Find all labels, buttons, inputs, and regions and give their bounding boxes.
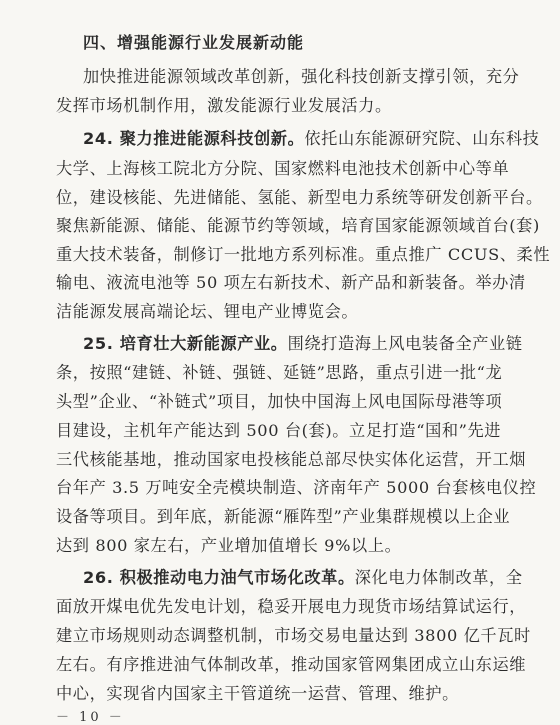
paragraph-24-first-line	[83, 129, 539, 149]
item-26-text: 深化电力体制改革，全	[354, 568, 523, 587]
paragraph-line: 中心，实现省内国家主干管道统一运营、管理、维护。	[56, 684, 459, 703]
paragraph-line: 大学、上海核工院北方分院、国家燃料电池技术创新中心等单	[56, 159, 510, 178]
paragraph-line: 重大技术装备，制修订一批地方系列标准。重点推广 CCUS、柔性	[56, 245, 551, 264]
paragraph-line: 洁能源发展高端论坛、锂电产业博览会。	[56, 302, 359, 321]
paragraph-line: 条，按照“建链、补链、强链、延链”思路，重点引进一批“龙	[56, 363, 503, 382]
paragraph-line: 加快推进能源领域改革创新，强化科技创新支撑引领，充分	[83, 67, 520, 86]
paragraph-line: 头型”企业、“补链式”项目，加快中国海上风电国际母港等项	[56, 392, 503, 411]
page-number: － 10 －	[56, 710, 125, 725]
paragraph-line: 位，建设核能、先进储能、氢能、新型电力系统等研发创新平台。	[56, 188, 543, 207]
paragraph-line: 目建设，主机年产能达到 500 台(套)。立足打造“国和”先进	[56, 421, 502, 440]
item-25-text: 围绕打造海上风电装备全产业链	[287, 334, 523, 353]
paragraph-line: 面放开煤电优先发电计划，稳妥开展电力现货市场结算试运行，	[56, 597, 527, 616]
paragraph-line: 台年产 3.5 万吨安全壳模块制造、济南年产 5000 台套核电仪控	[56, 478, 537, 497]
paragraph-26-first-line	[83, 568, 523, 588]
item-26-title: 26. 积极推动电力油气市场化改革。	[83, 568, 355, 587]
paragraph-25-first-line	[83, 334, 523, 354]
paragraph-line: 输电、液流电池等 50 项左右新技术、新产品和新装备。举办清	[56, 273, 526, 292]
paragraph-line: 达到 800 家左右，产业增加值增长 9%以上。	[56, 536, 402, 555]
paragraph-line: 聚焦新能源、储能、能源节约等领域，培育国家能源领域首台(套)	[56, 216, 540, 235]
item-25-title: 25. 培育壮大新能源产业。	[83, 334, 288, 353]
paragraph-line: 三代核能基地，推动国家电投核能总部尽快实体化运营，开工烟	[56, 450, 527, 469]
paragraph-line: 建立市场规则动态调整机制，市场交易电量达到 3800 亿千瓦时	[56, 626, 531, 645]
item-24-text: 依托山东能源研究院、山东科技	[304, 129, 540, 148]
section-heading: 四、增强能源行业发展新动能	[83, 33, 305, 52]
item-24-title: 24. 聚力推进能源科技创新。	[83, 129, 305, 148]
paragraph-line: 左右。有序推进油气体制改革，推动国家管网集团成立山东运维	[56, 655, 527, 674]
paragraph-line: 发挥市场机制作用，激发能源行业发展活力。	[56, 96, 392, 115]
paragraph-line: 设备等项目。到年底，新能源“雁阵型”产业集群规模以上企业	[56, 507, 511, 526]
